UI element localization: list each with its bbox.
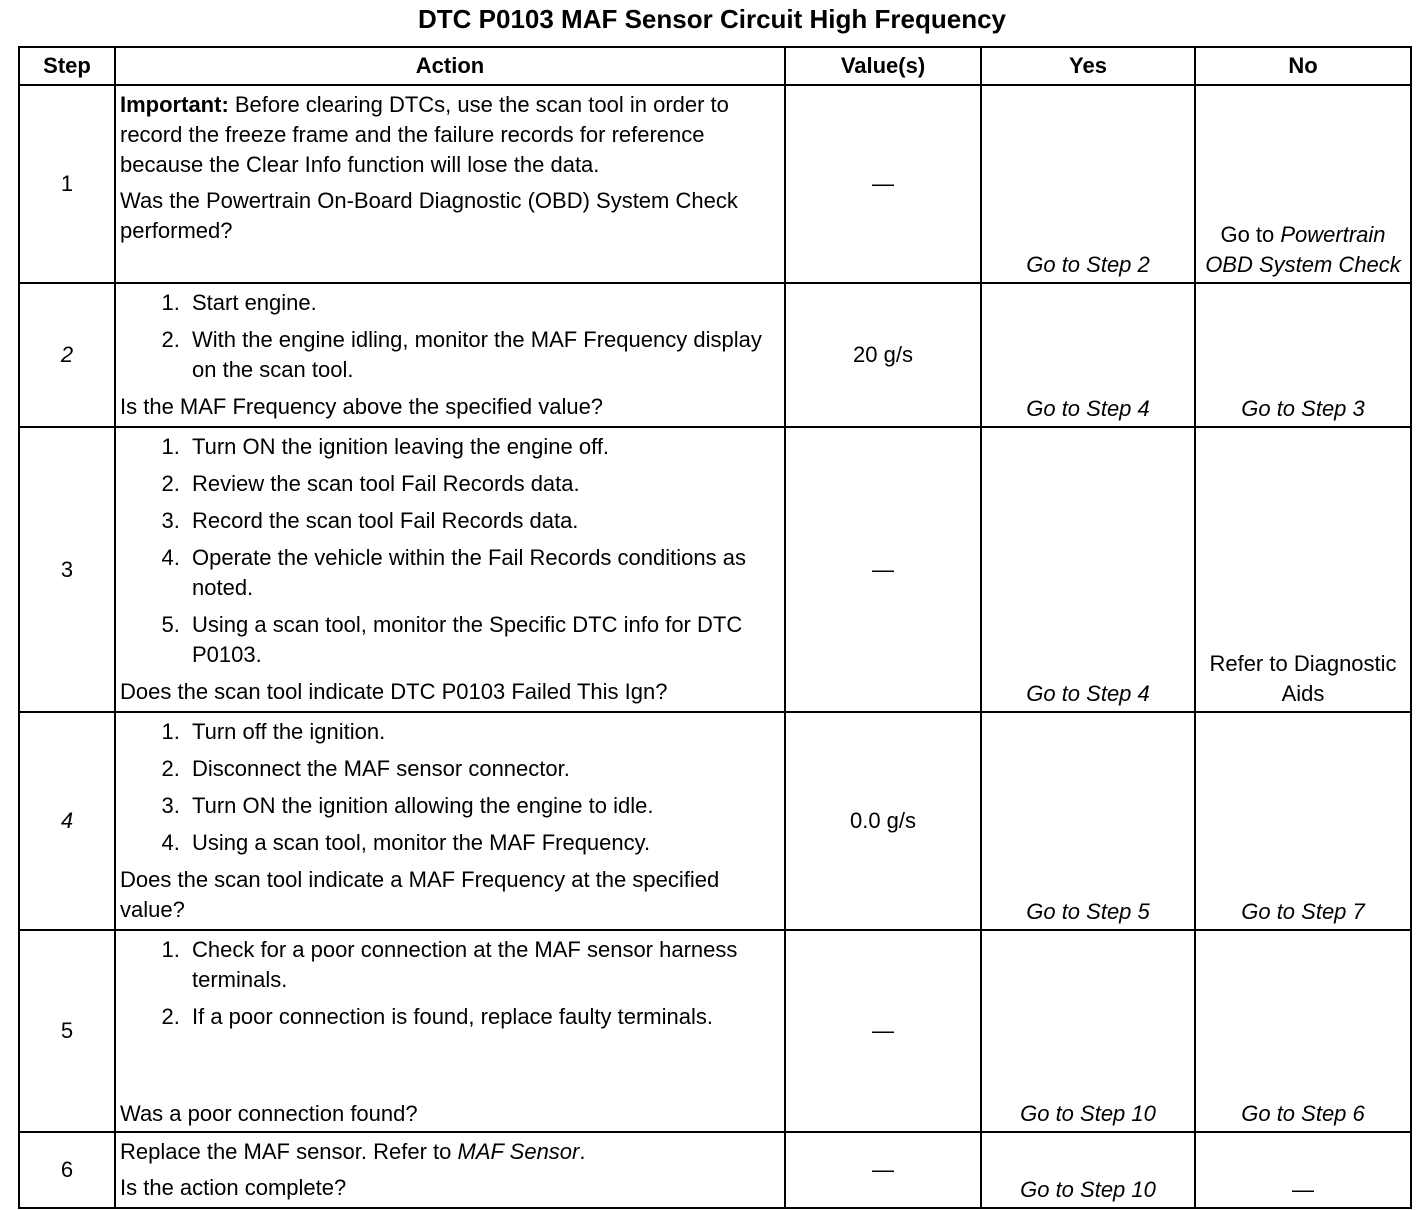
- action-list: [120, 432, 780, 670]
- yes-cell[interactable]: Go to Step 5: [981, 712, 1195, 930]
- header-no: No: [1195, 47, 1411, 85]
- question: Was the Powertrain On-Board Diagnostic (OBD) System Check performed?: [120, 188, 738, 243]
- action-list: [120, 288, 780, 385]
- text-prefix: Replace the MAF sensor. Refer to: [120, 1139, 458, 1164]
- important-note: [120, 90, 780, 180]
- yes-cell[interactable]: Go to Step 2: [981, 85, 1195, 283]
- step-number: 6: [19, 1132, 115, 1208]
- table-row: [19, 283, 1411, 427]
- value-cell: 20 g/s: [785, 283, 981, 427]
- step-number: 2: [19, 283, 115, 427]
- list-item: 2. If a poor connection is found, replace faulty terminals.: [186, 1002, 780, 1032]
- header-values: Value(s): [785, 47, 981, 85]
- step-number: 5: [19, 930, 115, 1132]
- header-step: Step: [19, 47, 115, 85]
- question: Does the scan tool indicate DTC P0103 Failed This Ign?: [120, 679, 668, 704]
- value-cell: —: [785, 427, 981, 712]
- action-cell: [115, 712, 785, 930]
- value-cell: —: [785, 1132, 981, 1208]
- no-cell[interactable]: [1195, 85, 1411, 283]
- table-row: [19, 930, 1411, 1132]
- header-yes: Yes: [981, 47, 1195, 85]
- table-row: [19, 427, 1411, 712]
- no-cell: —: [1195, 1132, 1411, 1208]
- list-item: 1. Turn off the ignition.: [186, 717, 780, 747]
- no-cell[interactable]: Go to Step 6: [1195, 930, 1411, 1132]
- no-cell[interactable]: Refer to Diagnostic Aids: [1195, 427, 1411, 712]
- question: Does the scan tool indicate a MAF Frequency at the specified value?: [120, 867, 720, 922]
- table-row: [19, 712, 1411, 930]
- step-number: 3: [19, 427, 115, 712]
- table-row: [19, 85, 1411, 283]
- no-prefix: Go to: [1220, 222, 1281, 247]
- important-label: Important:: [120, 92, 229, 117]
- action-list: [120, 717, 780, 858]
- action-cell: [115, 1132, 785, 1208]
- list-item: 3. Turn ON the ignition allowing the engine to idle.: [186, 791, 780, 821]
- table-row: [19, 1132, 1411, 1208]
- list-item: 2. Disconnect the MAF sensor connector.: [186, 754, 780, 784]
- header-row: [19, 47, 1411, 85]
- action-cell: [115, 930, 785, 1132]
- list-item: 1. Start engine.: [186, 288, 780, 318]
- action-cell: [115, 283, 785, 427]
- yes-cell[interactable]: Go to Step 10: [981, 1132, 1195, 1208]
- action-text: [120, 1137, 780, 1167]
- value-cell: —: [785, 930, 981, 1132]
- step-number: 1: [19, 85, 115, 283]
- question: Is the action complete?: [120, 1175, 347, 1200]
- value-cell: —: [785, 85, 981, 283]
- text-suffix: .: [579, 1139, 586, 1164]
- question: Is the MAF Frequency above the specified value?: [120, 394, 604, 419]
- important-text: Before clearing DTCs, use the scan tool in order to record the freeze frame and the failure records for reference because the Clear Info function will lose the data.: [120, 92, 729, 177]
- diagnostic-table: [18, 46, 1412, 1209]
- header-action: Action: [115, 47, 785, 85]
- yes-cell[interactable]: Go to Step 4: [981, 283, 1195, 427]
- no-cell[interactable]: Go to Step 7: [1195, 712, 1411, 930]
- step-number: 4: [19, 712, 115, 930]
- page-title: DTC P0103 MAF Sensor Circuit High Frequency: [417, 4, 1006, 34]
- list-item: 4. Using a scan tool, monitor the MAF Frequency.: [186, 828, 780, 858]
- no-link[interactable]: Powertrain OBD System Check: [1205, 222, 1401, 277]
- yes-cell[interactable]: Go to Step 10: [981, 930, 1195, 1132]
- list-item: 3. Record the scan tool Fail Records data.: [186, 506, 780, 536]
- list-item: 1. Check for a poor connection at the MAF sensor harness terminals.: [186, 935, 780, 995]
- list-item: 1. Turn ON the ignition leaving the engine off.: [186, 432, 780, 462]
- no-cell[interactable]: Go to Step 3: [1195, 283, 1411, 427]
- value-cell: 0.0 g/s: [785, 712, 981, 930]
- list-item: 5. Using a scan tool, monitor the Specific DTC info for DTC P0103.: [186, 610, 780, 670]
- action-cell: [115, 427, 785, 712]
- yes-cell[interactable]: Go to Step 4: [981, 427, 1195, 712]
- list-item: 2. Review the scan tool Fail Records data.: [186, 469, 780, 499]
- question: Was a poor connection found?: [120, 1101, 418, 1126]
- action-cell: [115, 85, 785, 283]
- action-list: [120, 935, 780, 1032]
- maf-sensor-link[interactable]: MAF Sensor: [457, 1139, 580, 1164]
- list-item: 4. Operate the vehicle within the Fail Records conditions as noted.: [186, 543, 780, 603]
- list-item: 2. With the engine idling, monitor the MAF Frequency display on the scan tool.: [186, 325, 780, 385]
